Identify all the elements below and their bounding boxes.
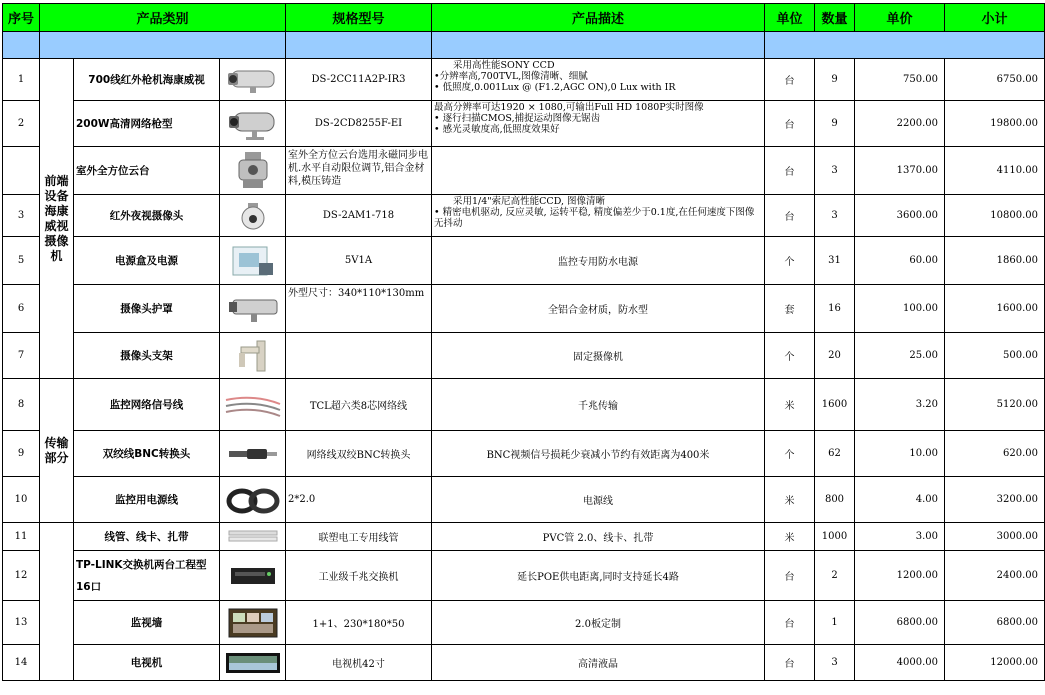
qty-cell: 1000 <box>815 523 855 551</box>
price-cell: 4.00 <box>855 477 945 523</box>
model-cell <box>286 333 432 379</box>
table-row <box>3 431 1045 477</box>
seq-cell: 14 <box>3 645 40 681</box>
subtotal-cell: 3000.00 <box>945 523 1045 551</box>
header-price: 单价 <box>855 4 945 32</box>
group-transmit: 传输部分 <box>40 379 74 523</box>
qty-cell: 2 <box>815 551 855 601</box>
video-wall-icon <box>220 601 286 645</box>
header-desc: 产品描述 <box>432 4 765 32</box>
model-cell: DS-2CC11A2P-IR3 <box>286 59 432 101</box>
unit-cell: 套 <box>765 285 815 333</box>
model-cell: 5V1A <box>286 237 432 285</box>
qty-cell: 9 <box>815 101 855 147</box>
seq-cell <box>3 147 40 195</box>
group-blank <box>40 523 74 681</box>
desc-cell: 最高分辨率可达1920 × 1080,可输出Full HD 1080P实时图像 • 逐行扫描CMOS,捕捉运动图像无锯齿 • 感光灵敏度高,低照度效果好 <box>432 101 765 147</box>
seq-cell: 11 <box>3 523 40 551</box>
group-front: 前端设备海康威视摄像机 <box>40 59 74 379</box>
table-row <box>3 285 1045 333</box>
price-cell: 750.00 <box>855 59 945 101</box>
unit-cell: 台 <box>765 195 815 237</box>
desc-cell <box>432 147 765 195</box>
desc-cell: PVC管 2.0、线卡、扎带 <box>432 523 765 551</box>
desc-cell: 固定摄像机 <box>432 333 765 379</box>
unit-cell: 台 <box>765 101 815 147</box>
product-name: 监控网络信号线 <box>74 379 220 431</box>
model-cell: 联塑电工专用线管 <box>286 523 432 551</box>
power-cable-icon <box>220 477 286 523</box>
qty-cell: 20 <box>815 333 855 379</box>
product-name: 700线红外枪机海康威视 <box>74 59 220 101</box>
table-row <box>3 601 1045 645</box>
conduit-icon <box>220 523 286 551</box>
table-row <box>3 59 1045 101</box>
quote-table <box>2 3 1045 681</box>
subtotal-cell: 620.00 <box>945 431 1045 477</box>
network-cable-icon <box>220 379 286 431</box>
unit-cell: 台 <box>765 147 815 195</box>
seq-cell: 6 <box>3 285 40 333</box>
model-cell: 外型尺寸：340*110*130mm <box>286 285 432 333</box>
subtotal-cell: 10800.00 <box>945 195 1045 237</box>
desc-cell: 监控专用防水电源 <box>432 237 765 285</box>
dome-camera-icon <box>220 195 286 237</box>
unit-cell: 个 <box>765 431 815 477</box>
model-cell: 2*2.0 <box>286 477 432 523</box>
product-name: 电源盒及电源 <box>74 237 220 285</box>
table-row <box>3 147 1045 195</box>
qty-cell: 800 <box>815 477 855 523</box>
price-cell: 60.00 <box>855 237 945 285</box>
product-name: 摄像头护罩 <box>74 285 220 333</box>
unit-cell: 台 <box>765 551 815 601</box>
unit-cell: 台 <box>765 601 815 645</box>
price-cell: 3600.00 <box>855 195 945 237</box>
model-cell: 网络线双绞BNC转换头 <box>286 431 432 477</box>
price-cell: 10.00 <box>855 431 945 477</box>
subtotal-cell: 6800.00 <box>945 601 1045 645</box>
model-cell: 电视机42寸 <box>286 645 432 681</box>
product-name: TP-LINK交换机两台工程型16口 <box>74 551 220 601</box>
product-name: 监视墙 <box>74 601 220 645</box>
desc-cell: 2.0板定制 <box>432 601 765 645</box>
qty-cell: 62 <box>815 431 855 477</box>
subtotal-cell: 3200.00 <box>945 477 1045 523</box>
unit-cell: 个 <box>765 237 815 285</box>
price-cell: 1200.00 <box>855 551 945 601</box>
table-row <box>3 379 1045 431</box>
qty-cell: 3 <box>815 147 855 195</box>
ptz-head-icon <box>220 147 286 195</box>
price-cell: 6800.00 <box>855 601 945 645</box>
product-name: 监控用电源线 <box>74 477 220 523</box>
desc-cell: BNC视频信号损耗少衰减小节约有效距离为400米 <box>432 431 765 477</box>
product-name: 电视机 <box>74 645 220 681</box>
camera-housing-icon <box>220 285 286 333</box>
product-name: 200W高清网络枪型 <box>74 101 220 147</box>
subtotal-cell: 500.00 <box>945 333 1045 379</box>
subtotal-cell: 19800.00 <box>945 101 1045 147</box>
header-category: 产品类别 <box>40 4 286 32</box>
seq-cell: 10 <box>3 477 40 523</box>
table-row <box>3 551 1045 601</box>
model-cell: TCL超六类8芯网络线 <box>286 379 432 431</box>
table-row <box>3 195 1045 237</box>
product-name: 线管、线卡、扎带 <box>74 523 220 551</box>
seq-cell: 8 <box>3 379 40 431</box>
price-cell: 100.00 <box>855 285 945 333</box>
header-seq: 序号 <box>3 4 40 32</box>
unit-cell: 台 <box>765 645 815 681</box>
desc-cell: 千兆传输 <box>432 379 765 431</box>
qty-cell: 31 <box>815 237 855 285</box>
model-cell: DS-2AM1-718 <box>286 195 432 237</box>
price-cell: 1370.00 <box>855 147 945 195</box>
seq-cell: 13 <box>3 601 40 645</box>
subtotal-cell: 5120.00 <box>945 379 1045 431</box>
unit-cell: 个 <box>765 333 815 379</box>
bullet-camera-icon <box>220 59 286 101</box>
desc-cell: 全铝合金材质，防水型 <box>432 285 765 333</box>
qty-cell: 1600 <box>815 379 855 431</box>
blank-band-row <box>3 32 1045 59</box>
desc-cell: 延长POE供电距离,同时支持延长4路 <box>432 551 765 601</box>
tv-icon <box>220 645 286 681</box>
switch-icon <box>220 551 286 601</box>
model-cell: 1+1、230*180*50 <box>286 601 432 645</box>
unit-cell: 米 <box>765 477 815 523</box>
product-name: 双绞线BNC转换头 <box>74 431 220 477</box>
seq-cell: 5 <box>3 237 40 285</box>
seq-cell: 9 <box>3 431 40 477</box>
subtotal-cell: 1860.00 <box>945 237 1045 285</box>
table-row <box>3 477 1045 523</box>
price-cell: 3.20 <box>855 379 945 431</box>
model-cell: DS-2CD8255F-EI <box>286 101 432 147</box>
header-unit: 单位 <box>765 4 815 32</box>
unit-cell: 米 <box>765 379 815 431</box>
model-cell: 工业级千兆交换机 <box>286 551 432 601</box>
table-row <box>3 101 1045 147</box>
unit-cell: 台 <box>765 59 815 101</box>
qty-cell: 9 <box>815 59 855 101</box>
price-cell: 25.00 <box>855 333 945 379</box>
qty-cell: 3 <box>815 645 855 681</box>
subtotal-cell: 1600.00 <box>945 285 1045 333</box>
table-row <box>3 237 1045 285</box>
camera-bracket-icon <box>220 333 286 379</box>
desc-cell: 采用1/4"索尼高性能CCD, 图像清晰 • 精密电机驱动, 反应灵敏, 运转平稳, 精度偏差少于0.1度,在任何速度下图像无抖动 <box>432 195 765 237</box>
table-row <box>3 645 1045 681</box>
subtotal-cell: 4110.00 <box>945 147 1045 195</box>
seq-cell: 3 <box>3 195 40 237</box>
product-name: 红外夜视摄像头 <box>74 195 220 237</box>
price-cell: 3.00 <box>855 523 945 551</box>
desc-cell: 电源线 <box>432 477 765 523</box>
subtotal-cell: 2400.00 <box>945 551 1045 601</box>
product-name: 室外全方位云台 <box>74 147 220 195</box>
desc-cell: 高清液晶 <box>432 645 765 681</box>
header-model: 规格型号 <box>286 4 432 32</box>
seq-cell: 2 <box>3 101 40 147</box>
seq-cell: 1 <box>3 59 40 101</box>
header-subtotal: 小计 <box>945 4 1045 32</box>
header-row <box>3 4 1045 32</box>
seq-cell: 12 <box>3 551 40 601</box>
qty-cell: 3 <box>815 195 855 237</box>
table-row <box>3 333 1045 379</box>
unit-cell: 米 <box>765 523 815 551</box>
subtotal-cell: 12000.00 <box>945 645 1045 681</box>
product-name: 摄像头支架 <box>74 333 220 379</box>
qty-cell: 16 <box>815 285 855 333</box>
model-cell: 室外全方位云台选用永磁同步电机.水平自动限位调节,铝合金材料,模压铸造 <box>286 147 432 195</box>
network-camera-icon <box>220 101 286 147</box>
table-row <box>3 523 1045 551</box>
subtotal-cell: 6750.00 <box>945 59 1045 101</box>
seq-cell: 7 <box>3 333 40 379</box>
price-cell: 2200.00 <box>855 101 945 147</box>
power-box-icon <box>220 237 286 285</box>
qty-cell: 1 <box>815 601 855 645</box>
bnc-balun-icon <box>220 431 286 477</box>
header-qty: 数量 <box>815 4 855 32</box>
desc-cell: 采用高性能SONY CCD •分辨率高,700TVL,图像清晰、细腻 • 低照度,0.001Lux @ (F1.2,AGC ON),0 Lux with IR <box>432 59 765 101</box>
price-cell: 4000.00 <box>855 645 945 681</box>
